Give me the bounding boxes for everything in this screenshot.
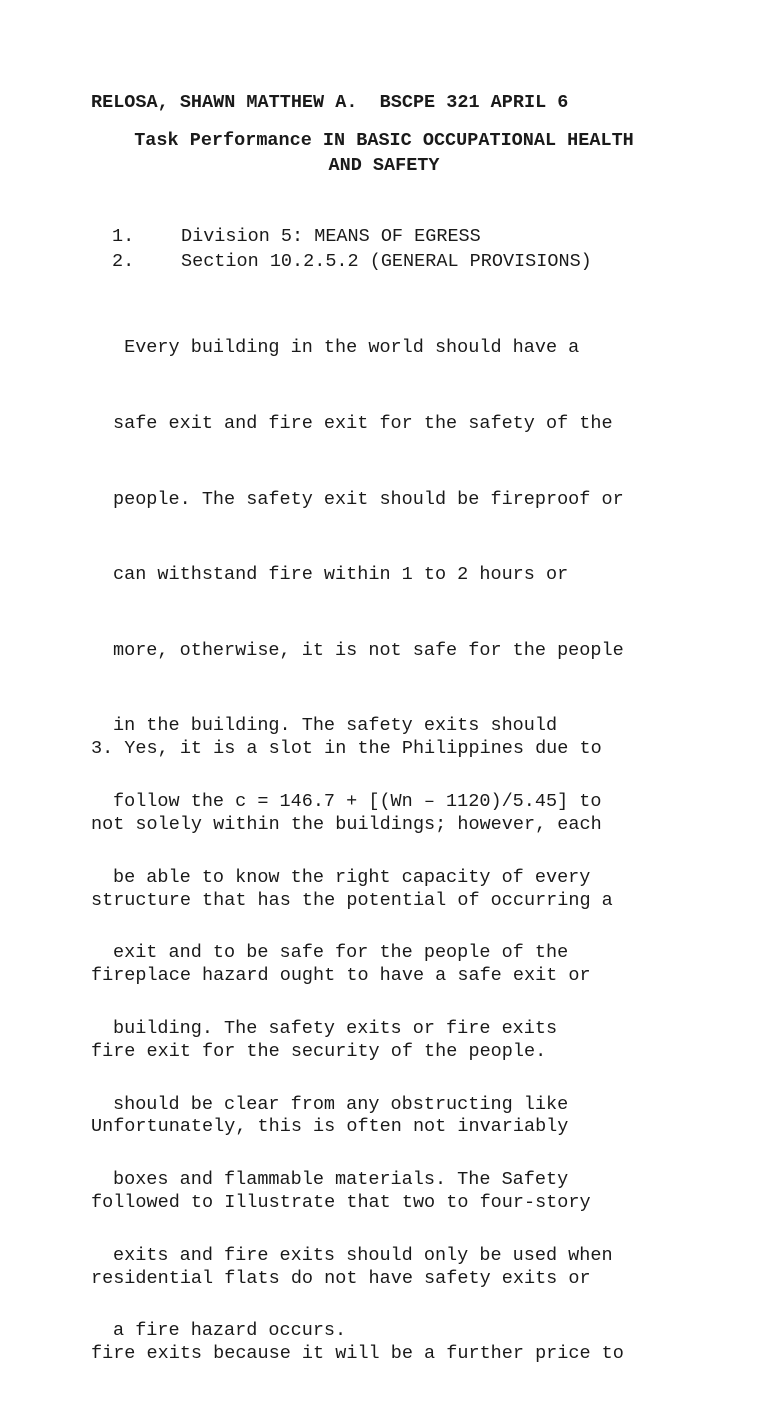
- paragraph-line: not solely within the buildings; however, each: [91, 814, 602, 836]
- paragraph-line: safe exit and fire exit for the safety of the: [113, 413, 613, 435]
- paragraph-line: people. The safety exit should be fireproof or: [113, 488, 624, 510]
- title-line-1: Task Performance IN BASIC OCCUPATIONAL HEALTH: [134, 130, 634, 151]
- paragraph-line: fire exits because it will be a further price to: [91, 1343, 624, 1365]
- document-title: [0, 128, 768, 178]
- list-number: 2.: [112, 251, 135, 272]
- numbered-list: [112, 224, 592, 274]
- title-line-2: AND SAFETY: [328, 155, 440, 176]
- paragraph-line: a fire hazard occurs.: [113, 1320, 347, 1342]
- paragraph-line: exits and fire exits should only be used when: [113, 1244, 613, 1266]
- paragraph-line: in the building. The safety exits should: [113, 715, 558, 737]
- paragraph-line: Unfortunately, this is often not invariably: [91, 1116, 569, 1138]
- paragraph-line: be able to know the right capacity of every: [113, 866, 591, 888]
- paragraph-line: more, otherwise, it is not safe for the people: [113, 639, 624, 661]
- list-text: Section 10.2.5.2 (GENERAL PROVISIONS): [181, 251, 592, 272]
- paragraph-line: building. The safety exits or fire exits: [113, 1017, 558, 1039]
- paragraph-line: follow the c = 146.7 + [(Wn – 1120)/5.45] to: [113, 791, 602, 813]
- list-text: Division 5: MEANS OF EGRESS: [181, 226, 481, 247]
- paragraph-line: structure that has the potential of occurring a: [91, 889, 613, 911]
- student-info-line: RELOSA, SHAWN MATTHEW A. BSCPE 321 APRIL 6: [91, 92, 569, 113]
- paragraph-line: can withstand fire within 1 to 2 hours or: [113, 564, 569, 586]
- list-item: [112, 224, 592, 249]
- paragraph-line: boxes and flammable materials. The Safety: [113, 1169, 569, 1191]
- paragraph-answer-3: [91, 686, 624, 1417]
- paragraph-line: Every building in the world should have a: [113, 337, 580, 359]
- paragraph-line: exit and to be safe for the people of the: [113, 942, 569, 964]
- paragraph-line: followed to Illustrate that two to four-story: [91, 1192, 591, 1214]
- paragraph-line: fire exit for the security of the people.: [91, 1040, 547, 1062]
- list-item: [112, 249, 592, 274]
- paragraph-line: 3. Yes, it is a slot in the Philippines due to: [91, 738, 602, 760]
- list-number: 1.: [112, 226, 135, 247]
- paragraph-line: fireplace hazard ought to have a safe exit or: [91, 965, 591, 987]
- paragraph-line: residential flats do not have safety exits or: [91, 1267, 591, 1289]
- paragraph-line: should be clear from any obstructing like: [113, 1093, 569, 1115]
